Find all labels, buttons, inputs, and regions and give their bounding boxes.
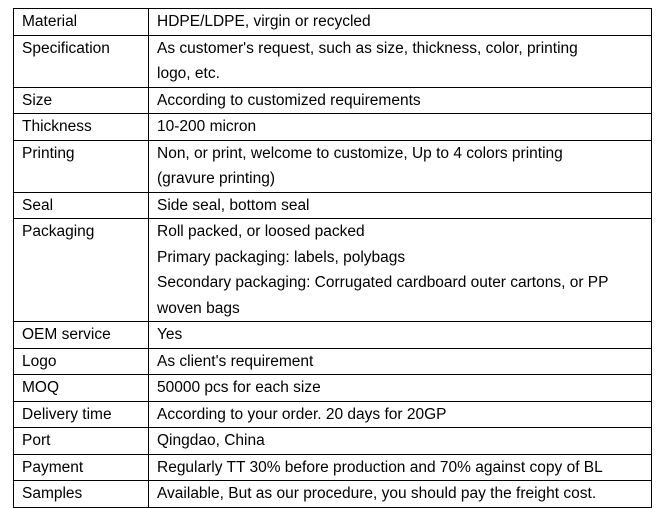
spec-value-line: woven bags bbox=[157, 299, 240, 317]
table-row bbox=[14, 9, 652, 36]
spec-table-body bbox=[14, 9, 652, 508]
product-spec-table bbox=[13, 8, 652, 508]
table-row bbox=[14, 87, 652, 114]
spec-label-cell: Seal bbox=[14, 192, 149, 219]
spec-label-cell: Samples bbox=[14, 481, 149, 508]
spec-value-line: logo, etc. bbox=[157, 65, 220, 82]
spec-value-line: HDPE/LDPE, virgin or recycled bbox=[157, 13, 371, 30]
spec-value-line: Primary packaging: labels, polybags bbox=[157, 248, 406, 266]
spec-value-line: Regularly TT 30% before production and 70% against copy of BL bbox=[157, 458, 603, 476]
spec-value-cell bbox=[149, 35, 652, 87]
spec-value-line: According to your order. 20 days for 20GP bbox=[157, 405, 447, 423]
spec-label-cell: Payment bbox=[14, 454, 149, 481]
spec-label-cell: Delivery time bbox=[14, 401, 149, 428]
spec-value-line: Qingdao, China bbox=[157, 432, 265, 449]
spec-value-line: Yes bbox=[157, 326, 183, 343]
table-row bbox=[14, 219, 652, 322]
spec-label-cell: Thickness bbox=[14, 114, 149, 141]
spec-label-cell: Logo bbox=[14, 348, 149, 375]
spec-value-line: As customer's request, such as size, thickness, color, printing bbox=[157, 39, 578, 57]
table-row bbox=[14, 140, 652, 192]
spec-value-cell bbox=[149, 219, 652, 322]
spec-value-line: 50000 pcs for each size bbox=[157, 379, 321, 396]
table-row bbox=[14, 428, 652, 455]
spec-value-cell bbox=[149, 114, 652, 141]
table-row bbox=[14, 375, 652, 402]
table-row bbox=[14, 35, 652, 87]
table-row bbox=[14, 114, 652, 141]
table-row bbox=[14, 401, 652, 428]
spec-value-line: Secondary packaging: Corrugated cardboard outer cartons, or PP bbox=[157, 274, 609, 291]
spec-value-cell bbox=[149, 454, 652, 481]
spec-label-cell: Specification bbox=[14, 35, 149, 87]
spec-value-line: Side seal, bottom seal bbox=[157, 196, 310, 214]
spec-value-cell bbox=[149, 192, 652, 219]
spec-value-cell bbox=[149, 348, 652, 375]
table-row bbox=[14, 481, 652, 508]
spec-value-line: Roll packed, or loosed packed bbox=[157, 223, 365, 240]
spec-value-cell bbox=[149, 401, 652, 428]
spec-value-line: As client's requirement bbox=[157, 352, 314, 370]
spec-value-line: According to customized requirements bbox=[157, 91, 421, 109]
spec-label-cell: Packaging bbox=[14, 219, 149, 322]
spec-value-line: Non, or print, welcome to customize, Up to 4 colors printing bbox=[157, 144, 563, 162]
spec-label-cell: Port bbox=[14, 428, 149, 455]
spec-value-cell bbox=[149, 9, 652, 36]
spec-value-line: 10-200 micron bbox=[157, 118, 257, 135]
spec-value-cell bbox=[149, 140, 652, 192]
table-row bbox=[14, 322, 652, 349]
spec-label-cell: MOQ bbox=[14, 375, 149, 402]
spec-label-cell: OEM service bbox=[14, 322, 149, 349]
spec-value-line: Available, But as our procedure, you should pay the freight cost. bbox=[157, 485, 597, 502]
spec-value-cell bbox=[149, 375, 652, 402]
spec-label-cell: Material bbox=[14, 9, 149, 36]
spec-label-cell: Size bbox=[14, 87, 149, 114]
spec-label-cell: Printing bbox=[14, 140, 149, 192]
spec-value-cell bbox=[149, 428, 652, 455]
spec-value-cell bbox=[149, 87, 652, 114]
spec-value-cell bbox=[149, 481, 652, 508]
table-row bbox=[14, 348, 652, 375]
spec-value-line: (gravure printing) bbox=[157, 170, 276, 187]
table-row bbox=[14, 454, 652, 481]
spec-value-cell bbox=[149, 322, 652, 349]
table-row bbox=[14, 192, 652, 219]
